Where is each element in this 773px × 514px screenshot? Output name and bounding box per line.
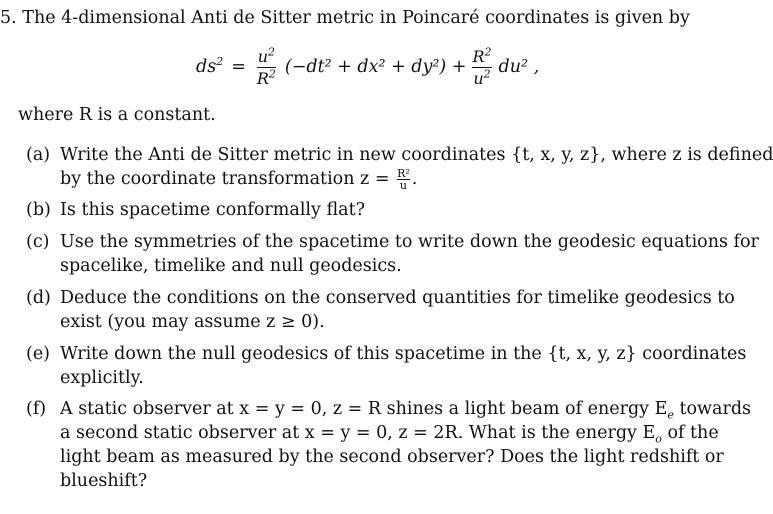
metric-equation <box>196 40 539 94</box>
part-e <box>26 343 746 365</box>
part-c-line2: spacelike, timelike and null geodesics. <box>60 256 402 276</box>
part-a-line1: Write the Anti de Sitter metric in new coordinates {t, x, y, z}, where z is defined <box>60 145 773 165</box>
part-d-line1: Deduce the conditions on the conserved quantities for timelike geodesics to <box>60 288 735 308</box>
part-a-line2: by the coordinate transformation z = $\frac{\text{R²}}{u}$ . <box>60 167 418 192</box>
part-a-frac: $\frac{\text{R²}}{u}$ <box>397 167 410 192</box>
problem-number: 5. <box>0 8 17 28</box>
part-f-line2: a second static observer at x = y = 0, z = 2R. What is the energy $E_o$ of the <box>60 423 719 446</box>
part-e-line1: Write down the null geodesics of this spacetime in the {t, x, y, z} coordinates <box>60 344 747 364</box>
part-f-line4: blueshift? <box>60 471 148 491</box>
part-f-line1: A static observer at x = y = 0, z = R shines a light beam of energy E <box>60 399 668 419</box>
part-a-label: (a) <box>26 145 51 165</box>
part-d <box>26 287 735 309</box>
part-c <box>26 231 759 253</box>
eq-paren-term: (−dt² + dx² + dy²) + <box>284 57 467 77</box>
part-d-label: (d) <box>26 288 51 308</box>
eq-frac-u2-R2: $\frac{u^2}{R^2}$ <box>256 45 276 88</box>
part-c-label: (c) <box>26 232 50 252</box>
part-b-label: (b) <box>26 200 51 220</box>
problem-intro <box>0 7 690 29</box>
eq-frac-R2-u2: $\frac{R^2}{u^2}$ <box>472 45 492 88</box>
part-c-line1: Use the symmetries of the spacetime to write down the geodesic equations for <box>60 232 759 252</box>
part-f: (f) A static observer at x = y = 0, z = R shines a light beam of energy $E_e$ towards <box>26 399 752 422</box>
intro-text: The 4-dimensional Anti de Sitter metric in Poincaré coordinates is given by <box>22 8 690 28</box>
eq-lhs: $ds^2$ <box>196 55 224 77</box>
part-b <box>26 199 365 221</box>
part-e-line2: explicitly. <box>60 368 144 388</box>
part-a <box>26 144 773 166</box>
part-e-label: (e) <box>26 344 51 364</box>
part-d-line2: exist (you may assume z ≥ 0). <box>60 312 325 332</box>
part-b-line1: Is this spacetime conformally flat? <box>60 200 365 220</box>
eq-tail: du² , <box>498 57 540 77</box>
eq-equals: = <box>231 57 246 77</box>
part-f-label: (f) <box>26 399 47 419</box>
constant-note: where R is a constant. <box>18 105 216 125</box>
part-f-line3: light beam as measured by the second observer? Does the light redshift or <box>60 447 724 467</box>
